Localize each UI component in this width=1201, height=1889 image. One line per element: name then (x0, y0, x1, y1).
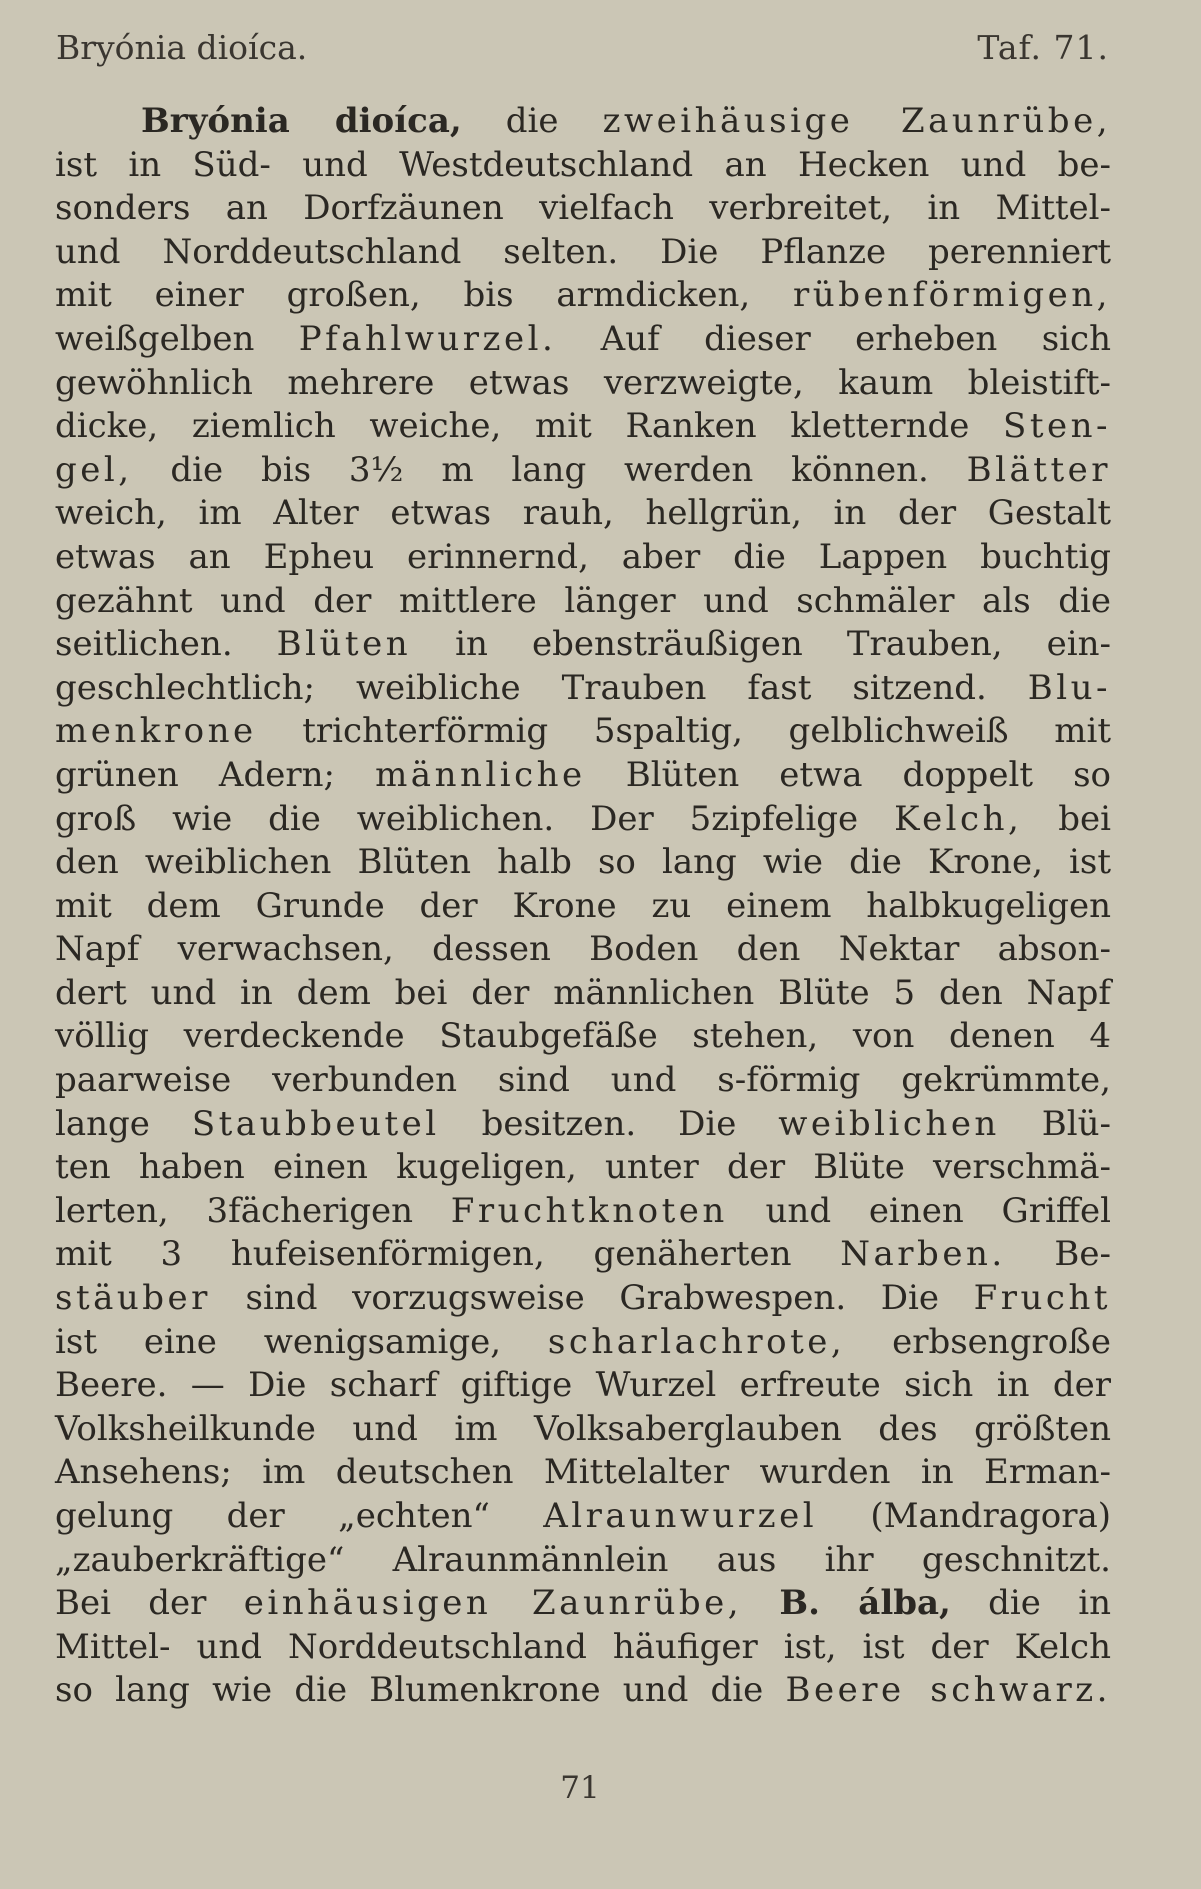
text-line (55, 100, 1111, 144)
text-run: die bis 3½ m lang werden können. (132, 449, 967, 490)
text-run: lerten, 3fächerigen (55, 1190, 451, 1231)
text-run: (Mandragora) (817, 1496, 1111, 1536)
text-run: Mittel- und Norddeutschland häufiger ist, ist der Kelch (55, 1626, 1111, 1667)
text-run: dicke, ziemlich weiche, mit Ranken kletternde (55, 406, 1004, 447)
text-run: Blüten etwa doppelt so (585, 754, 1111, 795)
text-line (55, 1495, 1111, 1539)
text-run: den weiblichen Blüten halb so lang wie die Krone, ist (55, 842, 1111, 883)
spaced-term: einhäusigen Zaunrübe, (243, 1583, 743, 1624)
text-line (55, 1626, 1111, 1670)
text-line (55, 1408, 1111, 1452)
spaced-term: zweihäusige Zaunrübe, (602, 101, 1111, 141)
text-run: die in (950, 1583, 1111, 1624)
text-line (55, 144, 1111, 188)
spaced-term: Blätter (966, 449, 1111, 490)
text-run: sind vorzugsweise Grabwespen. Die (210, 1278, 974, 1319)
text-run: mit einer großen, bis armdicken, (55, 275, 794, 316)
text-run: Beere. — Die scharf giftige Wurzel erfreute sich in der (55, 1365, 1111, 1406)
spaced-term: Staubbeutel (191, 1103, 440, 1144)
text-line (55, 754, 1111, 798)
text-line (55, 885, 1111, 929)
text-line (55, 841, 1111, 885)
text-run: mit dem Grunde der Krone zu einem halbkugeligen (55, 885, 1111, 926)
spaced-term: gel, (55, 449, 133, 490)
text-run: völlig verdeckende Staubgefäße stehen, von denen 4 (55, 1016, 1111, 1057)
text-run: Be- (1005, 1234, 1112, 1275)
text-run: die (461, 101, 603, 141)
text-line (55, 580, 1111, 624)
text-line (55, 623, 1111, 667)
text-line (55, 1059, 1111, 1103)
text-line (55, 1015, 1111, 1059)
text-run: trichterförmig 5spaltig, gelblichweiß mit (256, 711, 1111, 752)
text-run: lange (55, 1103, 192, 1144)
text-run: Bei der (55, 1583, 244, 1624)
text-run: gezähnt und der mittlere länger und schmäler als die (55, 580, 1111, 621)
text-run: besitzen. Die (439, 1103, 779, 1144)
text-line (55, 667, 1111, 711)
text-run: weich, im Alter etwas rauh, hellgrün, in der Gestalt (55, 493, 1111, 534)
text-line (55, 362, 1111, 406)
text-line (55, 1321, 1111, 1365)
spaced-term: menkrone (55, 711, 257, 752)
text-run: und einen Griffel (727, 1190, 1111, 1231)
bold-term: B. álba, (779, 1583, 951, 1624)
text-run: Napf verwachsen, dessen Boden den Nektar abson- (55, 929, 1111, 970)
text-line (55, 1277, 1111, 1321)
spaced-term: Blüten (276, 624, 412, 665)
spaced-term: Narben. (840, 1234, 1006, 1275)
spaced-term: rübenförmigen, (793, 275, 1111, 316)
spaced-term: Pfahlwurzel. (298, 318, 557, 359)
bold-term: Bryónia dioíca, (141, 101, 462, 141)
spaced-term: Blu- (1027, 667, 1111, 708)
spaced-term: Sten- (1003, 406, 1111, 447)
text-run: Auf dieser erheben sich (556, 318, 1111, 359)
text-line (55, 231, 1111, 275)
text-line (55, 1233, 1111, 1277)
spaced-term: Frucht (973, 1278, 1111, 1319)
text-run: gewöhnlich mehrere etwas verzweigte, kaum bleistift- (55, 362, 1111, 403)
spaced-term: Alraunwurzel (543, 1496, 818, 1536)
body-text (55, 100, 1111, 1713)
spaced-term: scharlachrote, (547, 1321, 846, 1362)
text-run: ist eine wenigsamige, (55, 1321, 548, 1362)
text-line (55, 187, 1111, 231)
text-run: mit 3 hufeisenförmigen, genäherten (55, 1234, 841, 1275)
text-line (55, 1190, 1111, 1234)
page-number: 71 (560, 1770, 600, 1806)
text-run: in ebensträußigen Trauben, ein- (411, 624, 1111, 665)
spaced-term: stäuber (55, 1278, 211, 1319)
text-run: paarweise verbunden sind und s-förmig gekrümmte, (55, 1060, 1111, 1101)
text-run: seitlichen. (55, 624, 277, 665)
text-run (742, 1583, 779, 1623)
text-run: Blü- (999, 1103, 1111, 1144)
text-run: sonders an Dorfzäunen vielfach verbreitet, in Mittel- (55, 188, 1111, 229)
text-run: „zauberkräftige“ Alraunmännlein aus ihr geschnitzt. (55, 1539, 1111, 1580)
text-line (55, 536, 1111, 580)
text-line (55, 798, 1111, 842)
text-line (55, 449, 1111, 493)
text-run: weißgelben (55, 318, 299, 359)
text-run: etwas an Epheu erinnernd, aber die Lappen buchtig (55, 536, 1111, 577)
text-run: grünen Adern; (55, 754, 376, 795)
text-line (55, 274, 1111, 318)
text-line (55, 1582, 1111, 1626)
plate-number: Taf. 71. (977, 28, 1109, 67)
text-run: und Norddeutschland selten. Die Pflanze perenniert (55, 231, 1111, 272)
text-line (55, 1146, 1111, 1190)
text-run: groß wie die weiblichen. Der 5zipfelige (55, 798, 895, 839)
text-run: Ansehens; im deutschen Mittelalter wurden in Erman- (55, 1452, 1111, 1493)
text-run: dert und in dem bei der männlichen Blüte 5 den Napf (55, 972, 1111, 1013)
text-run: ist in Süd- und Westdeutschland an Hecken und be- (55, 144, 1111, 185)
text-run: ten haben einen kugeligen, unter der Blüte verschmä- (55, 1147, 1111, 1188)
text-line (55, 710, 1111, 754)
text-line (55, 1451, 1111, 1495)
text-run: bei (1022, 798, 1111, 839)
spaced-term: Beere schwarz. (785, 1670, 1111, 1711)
text-line (55, 1364, 1111, 1408)
running-title: Bryónia dioíca. (56, 28, 308, 67)
running-head (56, 22, 1109, 67)
text-run: geschlechtlich; weibliche Trauben fast sitzend. (55, 667, 1028, 708)
text-run: erbsengroße (845, 1321, 1111, 1362)
spaced-term: Fruchtknoten (450, 1190, 728, 1231)
text-line (55, 1103, 1111, 1147)
text-run: gelung der „echten“ (55, 1496, 544, 1536)
spaced-term: weiblichen (778, 1103, 1000, 1144)
text-line (55, 1539, 1111, 1583)
text-line (55, 318, 1111, 362)
text-line (55, 492, 1111, 536)
text-line (55, 928, 1111, 972)
text-line (55, 972, 1111, 1016)
text-run: so lang wie die Blumenkrone und die (55, 1670, 786, 1711)
text-line (55, 405, 1111, 449)
text-run: Volksheilkunde und im Volksaberglauben des größten (55, 1408, 1111, 1449)
text-line (55, 1669, 1111, 1713)
spaced-term: Kelch, (894, 798, 1023, 839)
spaced-term: männliche (375, 754, 586, 795)
